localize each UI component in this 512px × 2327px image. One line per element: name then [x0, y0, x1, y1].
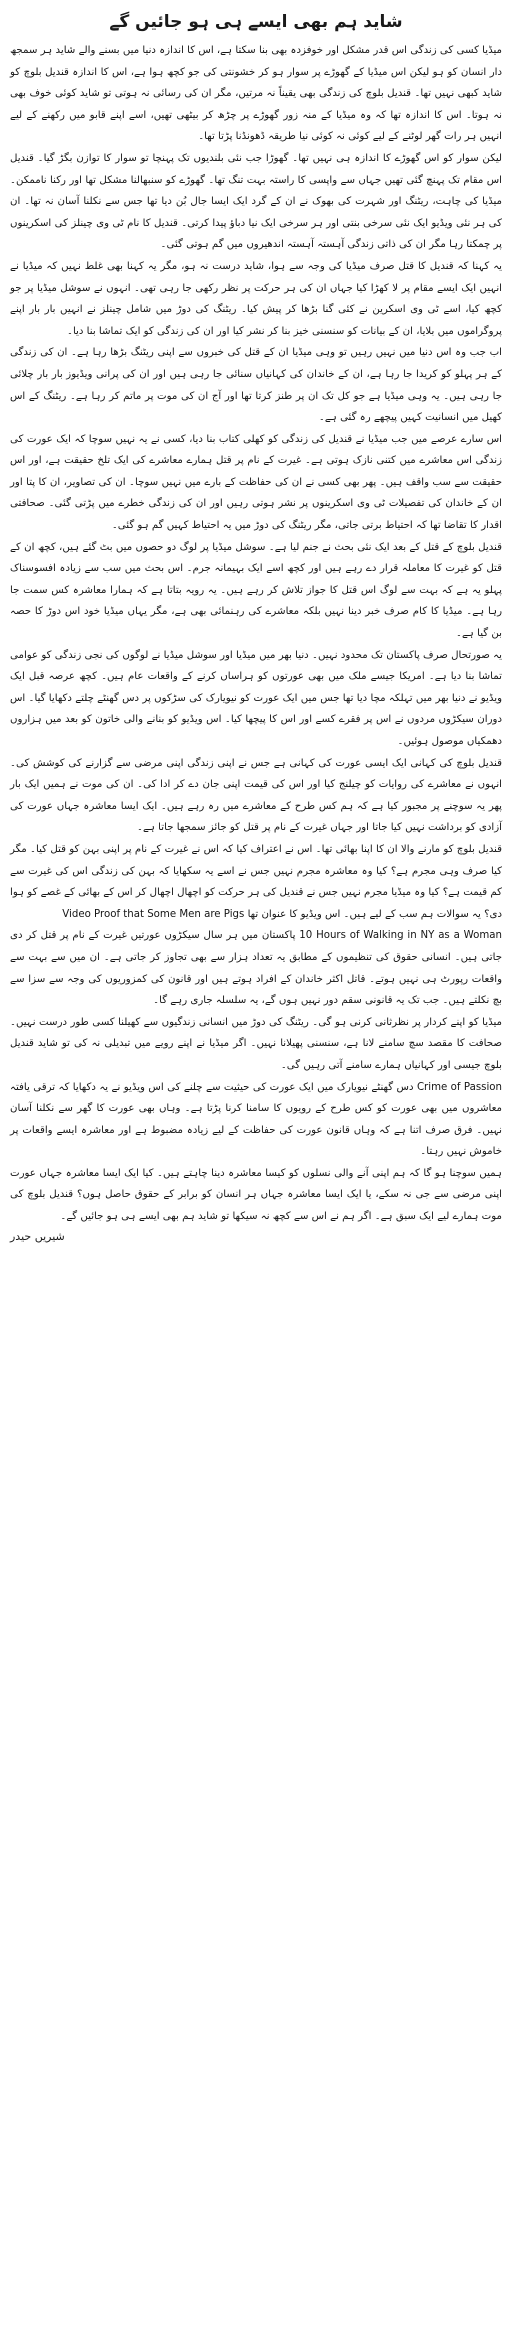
article-paragraph-text: پاکستان میں ہر سال سیکڑوں عورتیں غیرت کے نام پر قتل کر دی جاتی ہیں۔ انسانی حقوق کی تنظیموں کے مطابق یہ تعداد ہزار سے بھی تجاوز کر جاتی ہے۔ ان میں سے بہت سے واقعات رپورٹ ہی نہیں ہوتے۔ قاتل اکثر خاندان کے افراد ہوتے ہیں اور قانون کی کمزوریوں کی وجہ سے سزا سے بچ نکلتے ہیں۔ جب تک یہ قانونی سقم دور نہیں ہوں گے، یہ سلسلہ جاری رہے گا۔	[10, 930, 502, 1007]
article-paragraph: میڈیا کسی کی زندگی اس قدر مشکل اور خوفزدہ بھی بنا سکتا ہے، اس کا اندازہ دنیا میں بسنے والے شاید ہر سمجھ دار انسان کو ہو لیکن اس میڈیا کے گھوڑے پر سوار ہو کر خشونتی کی جو کچھ ہوا ہے، اس کا اندازہ قندیل بلوچ کو شاید کبھی نہیں تھا۔ قندیل بلوچ کی زندگی بھی یقیناً نہ مرتیں، مگر ان کی رسائی نہ ہوتی تو شاید کوئی خوف بھی نہ ہوتا۔ اس کا اندازہ تھا کہ وہ میڈیا کے منہ زور گھوڑے پر چڑھ کر بیٹھی تھیں، اسے اپنے قابو میں رکھنے کے لیے انہیں ہر رات گھر لوٹنے کے لیے کوئی نہ کوئی نیا طریقہ ڈھونڈنا پڑتا تھا۔	[10, 45, 502, 143]
video-title-quote: Video Proof that Some Men are Pigs	[62, 908, 245, 920]
article-paragraph	[10, 839, 502, 925]
article-paragraph: اب جب وہ اس دنیا میں نہیں رہیں تو وہی میڈیا ان کے قتل کی خبروں سے اپنی ریٹنگ بڑھا رہا ہے۔ ان کی زندگی کے ہر پہلو کو کریدا جا رہا ہے، ان کے خاندان کی کہانیاں سنائی جا رہی ہیں اور ان کی پرانی ویڈیوز بار بار چلائی جا رہی ہیں۔ یہ وہی میڈیا ہے جو کل تک ان پر طنز کرتا تھا اور آج ان کی موت پر ماتم کر رہا ہے۔ ریٹنگ کے اس کھیل میں انسانیت کہیں پیچھے رہ گئی ہے۔	[10, 347, 502, 424]
video-title-quote: 10 Hours of Walking in NY as a Woman	[299, 930, 502, 942]
article-paragraph: اس سارے عرصے میں جب میڈیا نے قندیل کی زندگی کو کھلی کتاب بنا دیا، کسی نے یہ نہیں سوچا کہ ایک عورت کی زندگی اس معاشرے میں کتنی نازک ہوتی ہے۔ غیرت کے نام پر قتل ہمارے معاشرے کی ایک تلخ حقیقت ہے، اور اس حقیقت سے سب واقف ہیں۔ پھر بھی کسی نے ان کی حفاظت کے بارے میں نہیں سوچا۔ ان کی تصاویر، ان کا پتا اور ان کے خاندان کی تفصیلات ٹی وی اسکرینوں پر نشر ہوتی رہیں اور ان کی زندگی خطرے میں پڑتی گئی۔ صحافتی اقدار کا تقاضا تھا کہ احتیاط برتی جاتی، مگر ریٹنگ کی دوڑ میں یہ احتیاط کہیں گم ہو گئی۔	[10, 433, 502, 532]
article-paragraph-text: دس گھنٹے نیویارک میں ایک عورت کی حیثیت سے چلنے کی اس ویڈیو نے یہ دکھایا کہ ترقی یافتہ معاشروں میں بھی عورت کو کس طرح کے رویوں کا سامنا کرنا پڑتا ہے۔ وہاں بھی عورت کا گھر سے نکلنا آسان نہیں۔ فرق صرف اتنا ہے کہ وہاں قانون عورت کی حفاظت کے لیے زیادہ مضبوط ہے اور معاشرہ ایسے واقعات پر خاموش نہیں رہتا۔	[10, 1081, 502, 1158]
article-body	[10, 40, 502, 1228]
article-byline: شیریں حیدر	[10, 1229, 65, 1243]
article-headline: شاید ہم بھی ایسے ہی ہو جائیں گے	[109, 12, 403, 32]
article-paragraph: یہ کہنا کہ قندیل کا قتل صرف میڈیا کی وجہ سے ہوا، شاید درست نہ ہو، مگر یہ کہنا بھی غلط نہیں کہ میڈیا نے انہیں ایک ایسے مقام پر لا کھڑا کیا جہاں ان کی ہر حرکت پر نظر رکھی جا رہی تھی۔ انہوں نے سوشل میڈیا پر جو کچھ کیا، اسے ٹی وی اسکرین نے کئی گنا بڑھا کر پیش کیا۔ ریٹنگ کی دوڑ میں شامل چینلز نے انہیں بار بار اپنے پروگراموں میں بلایا، ان کے بیانات کو سنسنی خیز بنا کر نشر کیا اور ان کی زندگی کو ایک تماشا بنا دیا۔	[10, 260, 502, 337]
article-paragraph: ہمیں سوچنا ہو گا کہ ہم اپنی آنے والی نسلوں کو کیسا معاشرہ دینا چاہتے ہیں۔ کیا ایک ایسا معاشرہ جہاں عورت اپنی مرضی سے جی نہ سکے، یا ایک ایسا معاشرہ جہاں ہر انسان کو برابر کے حقوق حاصل ہوں؟ قندیل بلوچ کی موت ہمارے لیے ایک سبق ہے۔ اگر ہم نے اس سے کچھ نہ سیکھا تو شاید ہم بھی ایسے ہی ہو جائیں گے۔	[10, 1167, 502, 1223]
article-paragraph: قندیل بلوچ کے قتل کے بعد ایک نئی بحث نے جنم لیا ہے۔ سوشل میڈیا پر لوگ دو حصوں میں بٹ گئے ہیں، کچھ ان کے قتل کو غیرت کا معاملہ قرار دے رہے ہیں اور کچھ اسے ایک بہیمانہ جرم۔ اس بحث میں سب سے زیادہ افسوسناک پہلو یہ ہے کہ بہت سے لوگ اس قتل کا جواز تلاش کر رہے ہیں۔ یہ رویہ بتاتا ہے کہ ہمارا معاشرہ کس سمت جا رہا ہے۔ میڈیا کا کام صرف خبر دینا نہیں بلکہ معاشرے کی رہنمائی بھی ہے، مگر یہاں میڈیا خود اس دوڑ کا حصہ بن گیا ہے۔	[10, 541, 502, 640]
article-paragraph: میڈیا کو اپنے کردار پر نظرثانی کرنی ہو گی۔ ریٹنگ کی دوڑ میں انسانی زندگیوں سے کھیلنا کسی طور درست نہیں۔ صحافت کا مقصد سچ سامنے لانا ہے، سنسنی پھیلانا نہیں۔ اگر میڈیا نے اپنے رویے میں تبدیلی نہ کی تو شاید قندیل بلوچ جیسی اور کہانیاں ہمارے سامنے آتی رہیں گی۔	[10, 1016, 502, 1071]
article-paragraph: قندیل بلوچ کی کہانی ایک ایسی عورت کی کہانی ہے جس نے اپنی زندگی اپنی مرضی سے گزارنے کی کوشش کی۔ انہوں نے معاشرے کی روایات کو چیلنج کیا اور اس کی قیمت اپنی جان دے کر ادا کی۔ ان کی موت نے ہمیں ایک بار پھر یہ سوچنے پر مجبور کیا ہے کہ ہم کس طرح کے معاشرے میں رہ رہے ہیں۔ ایک ایسا معاشرہ جہاں عورت کی آزادی کو برداشت نہیں کیا جاتا اور جہاں غیرت کے نام پر قتل کو جائز سمجھا جاتا ہے۔	[10, 757, 502, 834]
article-paragraph: لیکن سوار کو اس گھوڑے کا اندازہ ہی نہیں تھا۔ گھوڑا جب نئی بلندیوں تک پہنچا تو سوار کا توازن بگڑ گیا۔ قندیل اس مقام تک پہنچ گئی تھیں جہاں سے واپسی کا راستہ بہت تنگ تھا۔ گھوڑے کو سنبھالنا مشکل تھا اور رکنا ناممکن۔ میڈیا کی چاہت، ریٹنگ اور شہرت کی بھوک نے ان کے گرد ایک ایسا جال بُن دیا تھا جس سے نکلنا آسان نہ تھا۔ ان کی ہر نئی ویڈیو ایک نئی سرخی بنتی اور ہر سرخی ایک نیا دباؤ پیدا کرتی۔ قندیل کا نام ٹی وی چینلز کی اسکرینوں پر چمکتا رہا مگر ان کی ذاتی زندگی آہستہ آہستہ اندھیروں میں گم ہوتی گئی۔	[10, 152, 502, 251]
article-paragraph	[10, 1077, 502, 1163]
article-paragraph: یہ صورتحال صرف پاکستان تک محدود نہیں۔ دنیا بھر میں میڈیا اور سوشل میڈیا نے لوگوں کی نجی زندگی کو عوامی تماشا بنا دیا ہے۔ امریکا جیسے ملک میں بھی عورتوں کو ہراساں کرنے کے واقعات عام ہیں۔ کچھ عرصہ قبل ایک ویڈیو نے دنیا بھر میں تہلکہ مچا دیا تھا جس میں ایک عورت کو نیویارک کی سڑکوں پر دس گھنٹے چلتے دکھایا گیا۔ اس دوران سیکڑوں مردوں نے اس پر فقرے کسے اور اس کا پیچھا کیا۔ اس ویڈیو کو بنانے والی خاتون کو بعد میں ہزاروں دھمکیاں موصول ہوئیں۔	[10, 649, 502, 747]
crime-term-quote: Crime of Passion	[416, 1081, 502, 1093]
article-paragraph-text: قندیل بلوچ کو مارنے والا ان کا اپنا بھائی تھا۔ اس نے اعتراف کیا کہ اس نے غیرت کے نام پر اپنی بہن کو قتل کیا۔ مگر کیا صرف وہی مجرم ہے؟ کیا وہ معاشرہ مجرم نہیں جس نے اسے یہ سکھایا کہ بہن کی زندگی اس کی غیرت سے کم قیمت ہے؟ کیا وہ میڈیا مجرم نہیں جس نے قندیل کی ہر حرکت کو اچھال اچھال کر اس کے بھائی کے غصے کو ہوا دی؟ یہ سوالات ہم سب کے لیے ہیں۔ اس ویڈیو کا عنوان تھا	[10, 843, 502, 920]
article-paragraph	[10, 925, 502, 1011]
